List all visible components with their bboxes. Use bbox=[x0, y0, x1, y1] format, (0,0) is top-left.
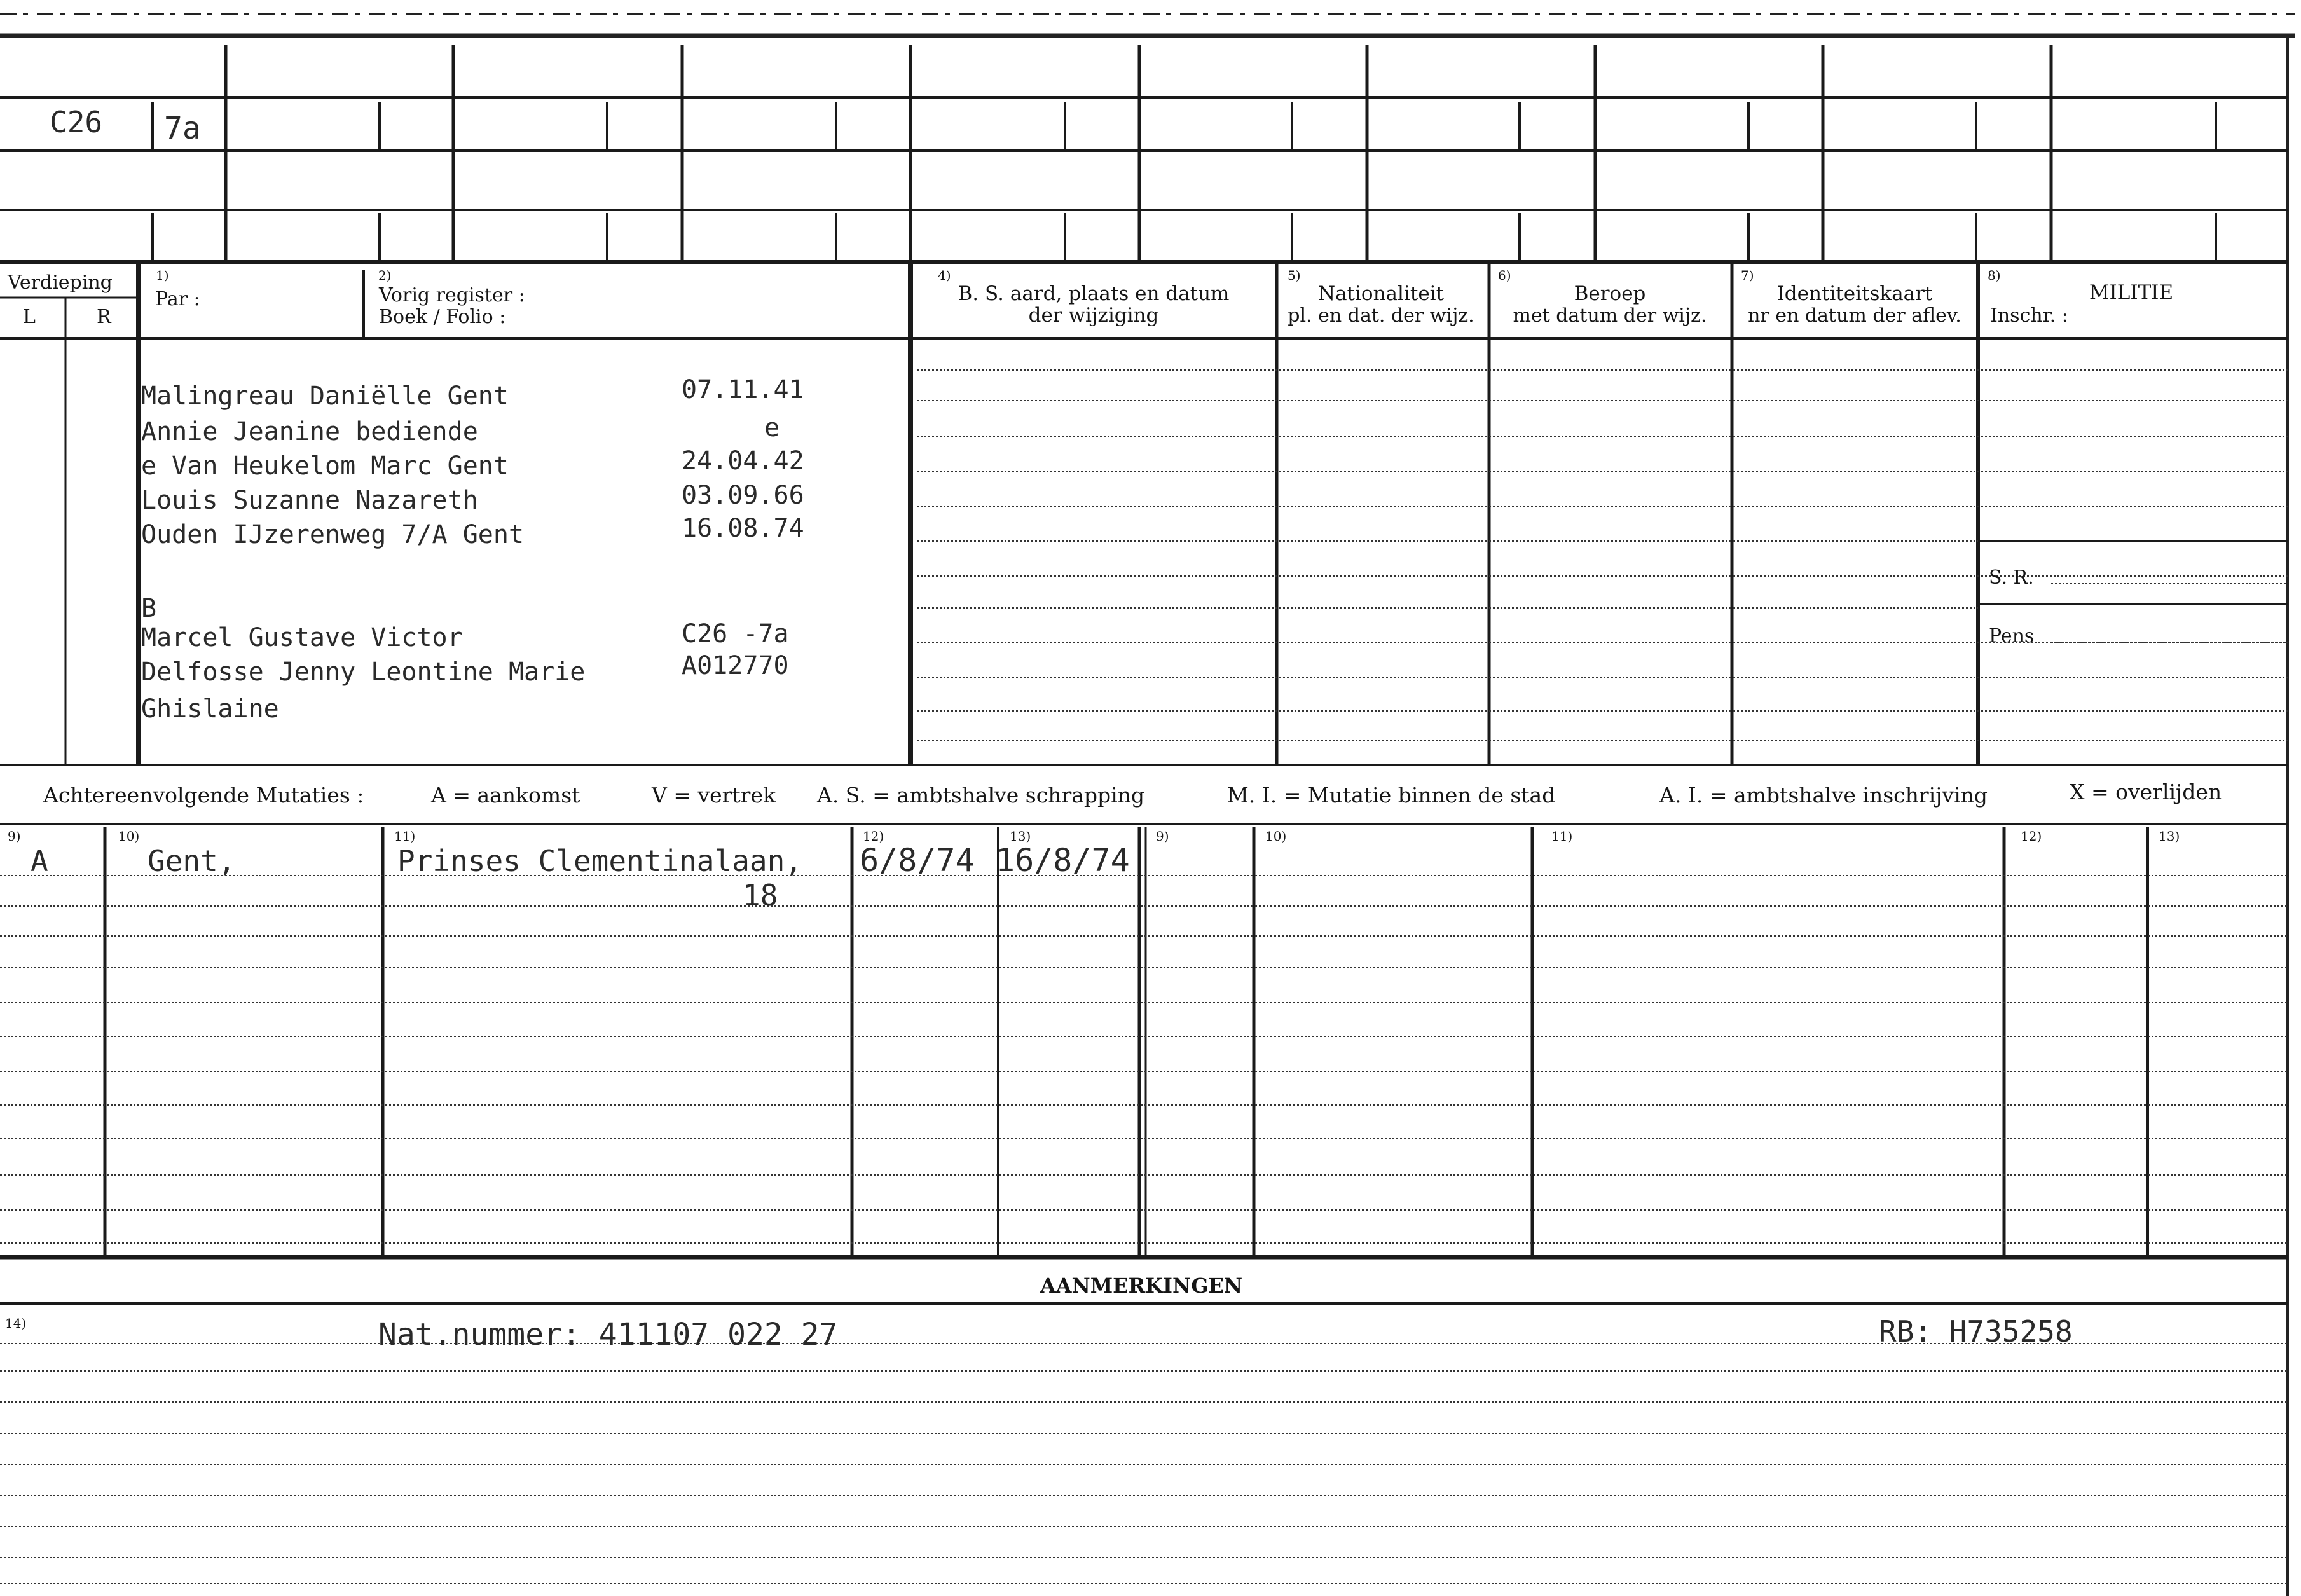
militie-title: MILITIE bbox=[2089, 281, 2174, 304]
h5-num: 5) bbox=[1288, 268, 1301, 283]
h6-num: 6) bbox=[1498, 268, 1511, 283]
h7-num: 7) bbox=[1741, 268, 1754, 283]
militie-extra bbox=[1978, 541, 2288, 647]
mut-col13-right: 13) bbox=[2159, 829, 2180, 844]
h4-label1: B. S. aard, plaats en datum bbox=[958, 282, 1230, 305]
person-line-8: Delfosse Jenny Leontine Marie bbox=[141, 657, 586, 687]
person-line-1: Malingreau Daniëlle Gent bbox=[141, 382, 509, 411]
h2-num: 2) bbox=[378, 268, 392, 283]
h8-num: 8) bbox=[1988, 268, 2001, 283]
person-value-8: A012770 bbox=[682, 651, 789, 680]
col-l-label: L bbox=[23, 306, 36, 328]
h5-label2: pl. en dat. der wijz. bbox=[1288, 305, 1474, 327]
mut-col10-right: 10) bbox=[1265, 829, 1287, 844]
sr-label: S. R. bbox=[1989, 567, 2034, 589]
mut-col12-left: 12) bbox=[863, 829, 884, 844]
person-block-rules bbox=[917, 370, 2288, 741]
h6-label2: met datum der wijz. bbox=[1513, 305, 1707, 327]
mutations-grid bbox=[0, 827, 2288, 1257]
col-r-label: R bbox=[97, 306, 111, 328]
mutation-date-2: 16/8/74 bbox=[996, 842, 1130, 879]
legend-x: X = overlijden bbox=[2070, 780, 2222, 804]
mutation-date-1: 6/8/74 bbox=[860, 842, 975, 879]
remarks-title: AANMERKINGEN bbox=[1040, 1274, 1243, 1298]
h7-label1: Identiteitskaart bbox=[1776, 282, 1933, 305]
h4-label2: der wijziging bbox=[1028, 304, 1159, 327]
h6-label1: Beroep bbox=[1574, 282, 1646, 305]
boek-folio-label: Boek / Folio : bbox=[379, 306, 506, 328]
legend-v: V = vertrek bbox=[652, 783, 776, 808]
h1-num: 1) bbox=[156, 268, 169, 283]
h7-label2: nr en datum der aflev. bbox=[1748, 305, 1961, 327]
h5-label1: Nationaliteit bbox=[1317, 282, 1445, 305]
person-value-5: 16.08.74 bbox=[682, 514, 804, 543]
person-value-7: C26 -7a bbox=[682, 619, 789, 649]
legend-mi: M. I. = Mutatie binnen de stad bbox=[1227, 783, 1556, 808]
h4-num: 4) bbox=[938, 268, 951, 283]
par-label: Par : bbox=[155, 288, 200, 310]
mutation-address: Prinses Clementinalaan, bbox=[397, 844, 802, 878]
mutation-place: Gent, bbox=[148, 844, 236, 878]
top-grid bbox=[0, 45, 2288, 262]
verdieping-label: Verdieping bbox=[8, 272, 113, 294]
legend-a: A = aankomst bbox=[431, 783, 580, 808]
mut-col11-left: 11) bbox=[394, 829, 416, 844]
person-value-2: e bbox=[764, 413, 780, 443]
person-line-9: Ghislaine bbox=[141, 694, 279, 724]
person-line-5: Ouden IJzerenweg 7/A Gent bbox=[141, 520, 525, 549]
legend-as: A. S. = ambtshalve schrapping bbox=[817, 783, 1145, 808]
person-line-7: Marcel Gustave Victor bbox=[141, 623, 463, 652]
nat-nummer: Nat.nummer: 411107 022 27 bbox=[378, 1317, 838, 1352]
person-value-4: 03.09.66 bbox=[682, 481, 804, 510]
mutation-row-1 bbox=[31, 842, 1130, 912]
person-line-4: Louis Suzanne Nazareth bbox=[141, 486, 478, 515]
mutation-type: A bbox=[31, 844, 48, 878]
mutations-rules bbox=[0, 876, 2288, 1243]
mut-col9-left: 9) bbox=[8, 829, 21, 844]
person-line-6: B bbox=[141, 594, 157, 623]
legend bbox=[43, 780, 2222, 808]
pens-label: Pens bbox=[1989, 625, 2035, 647]
legend-title: Achtereenvolgende Mutaties : bbox=[43, 783, 364, 808]
person-lines bbox=[141, 375, 804, 724]
vorig-register-label: Vorig register : bbox=[379, 284, 525, 306]
legend-ai: A. I. = ambtshalve inschrijving bbox=[1659, 783, 1988, 808]
mut-col12-right: 12) bbox=[2021, 829, 2042, 844]
mut-col11-right: 11) bbox=[1551, 829, 1573, 844]
mut-col9-right: 9) bbox=[1156, 829, 1169, 844]
top-cell-code: C26 bbox=[50, 105, 103, 139]
mut-col13-left: 13) bbox=[1010, 829, 1031, 844]
mut-col10-left: 10) bbox=[118, 829, 140, 844]
remarks-rules bbox=[0, 1344, 2288, 1583]
person-value-1: 07.11.41 bbox=[682, 375, 804, 404]
person-line-3: e Van Heukelom Marc Gent bbox=[141, 451, 509, 481]
inschr-label: Inschr. : bbox=[1990, 305, 2068, 327]
person-line-2: Annie Jeanine bediende bbox=[141, 417, 478, 446]
header-labels bbox=[7, 268, 2173, 328]
rb-number: RB: H735258 bbox=[1879, 1314, 2073, 1349]
remarks-num: 14) bbox=[5, 1316, 27, 1331]
mutation-house-number: 18 bbox=[743, 878, 778, 912]
person-value-3: 24.04.42 bbox=[682, 446, 804, 476]
top-cell-subcode: 7a bbox=[164, 111, 201, 146]
